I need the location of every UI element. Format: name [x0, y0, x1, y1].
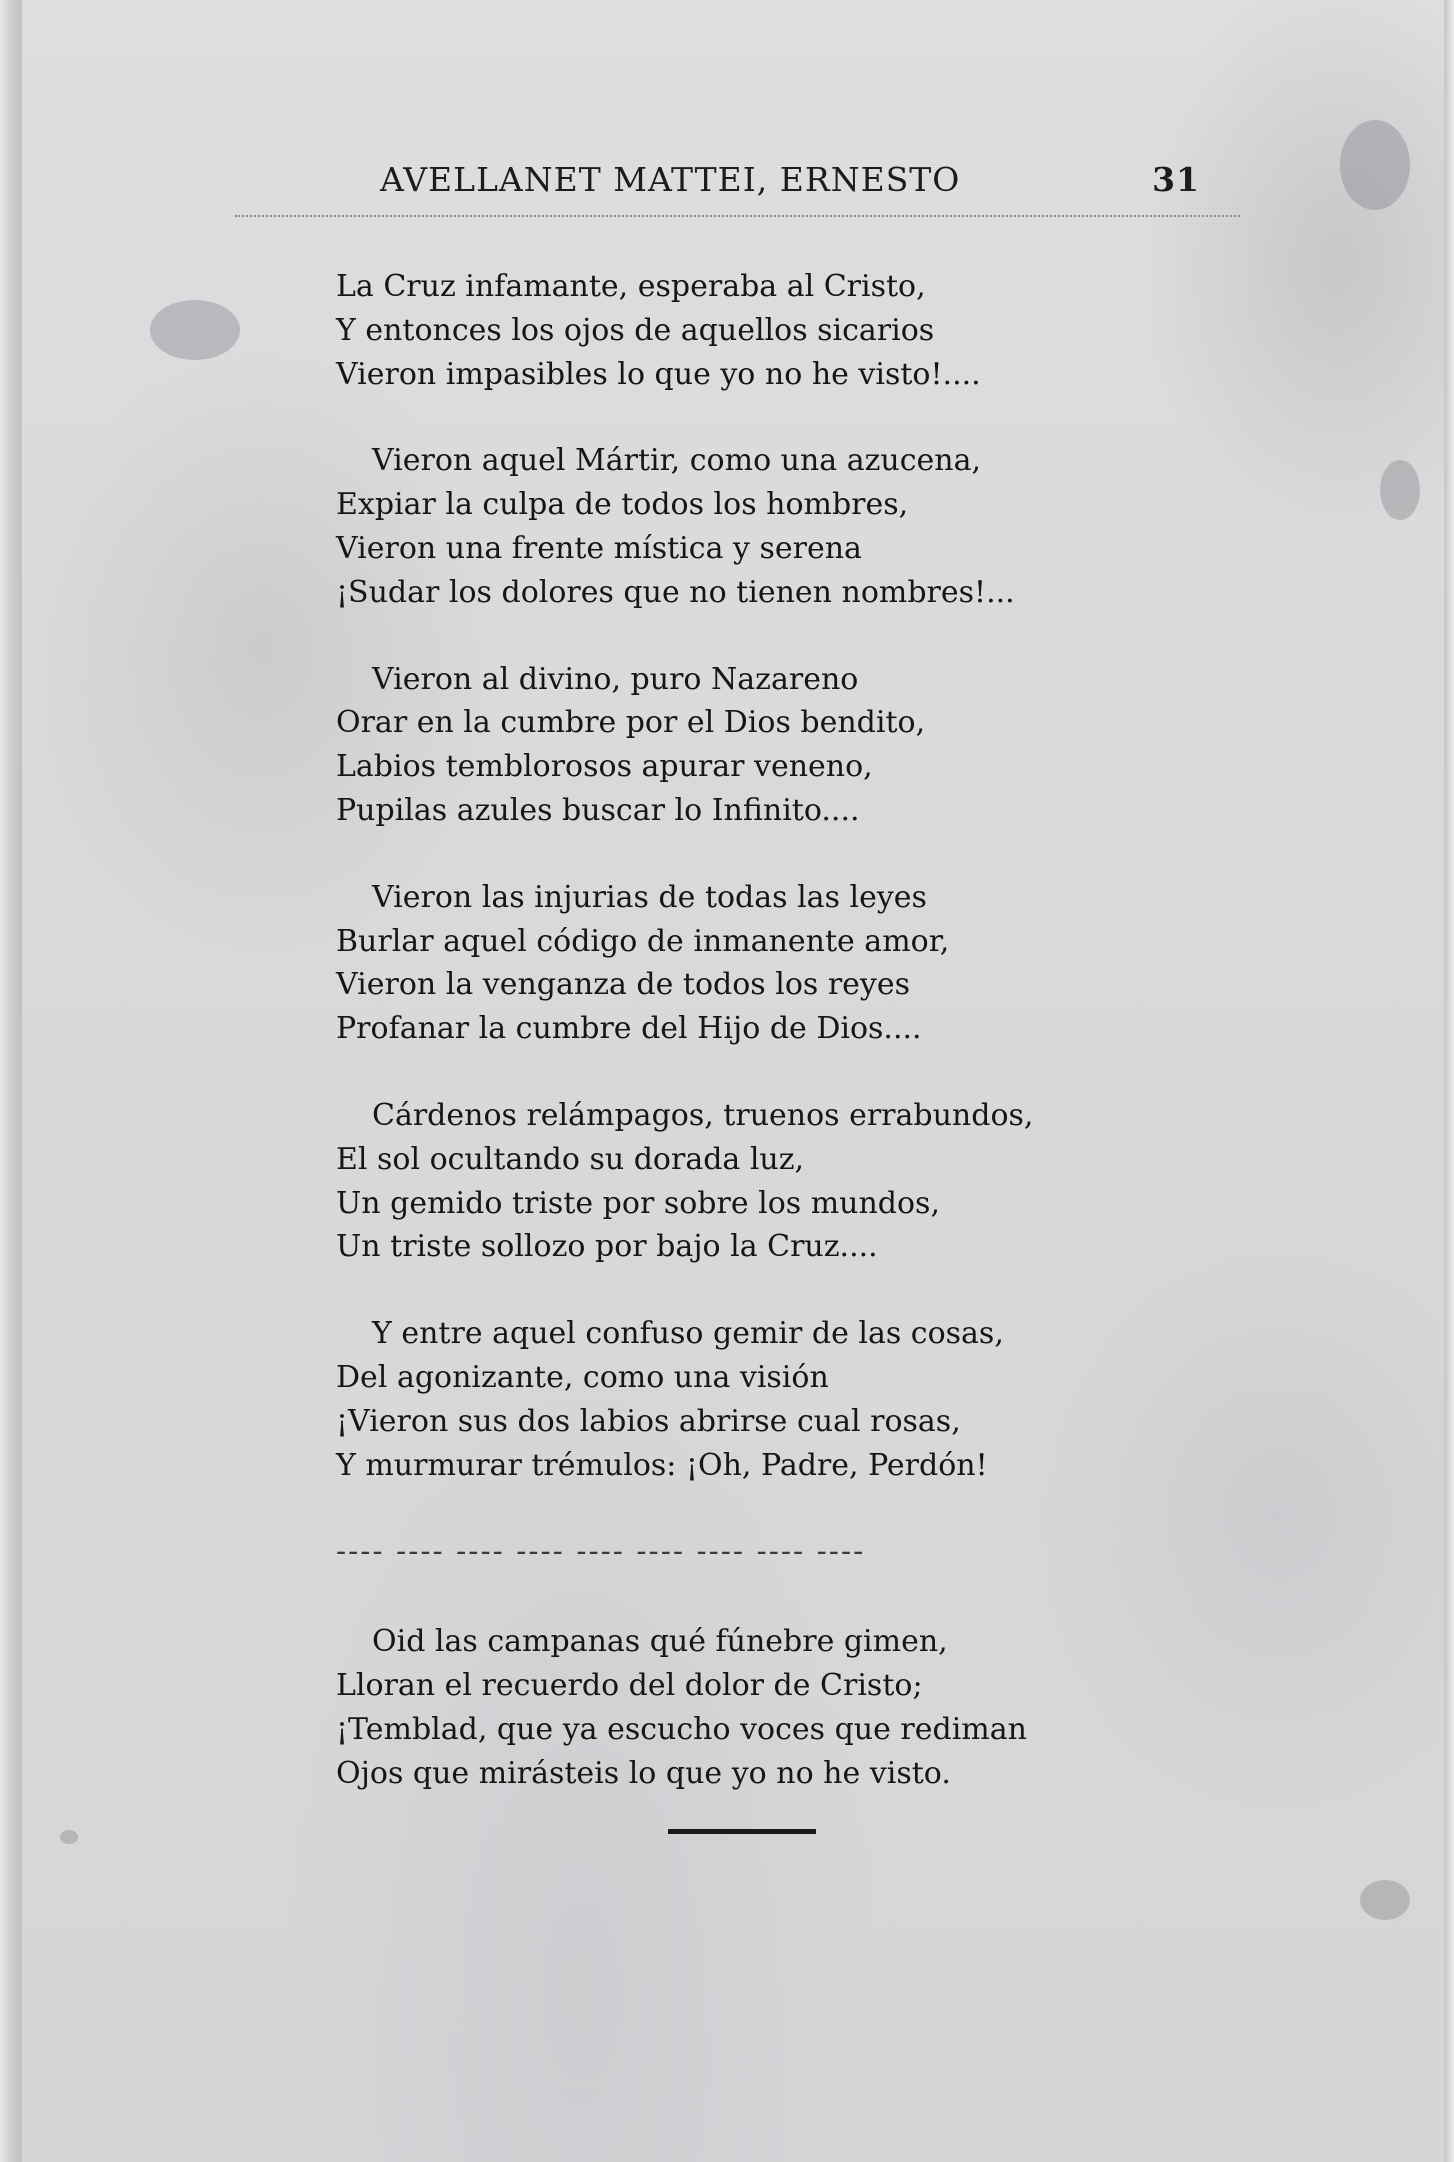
- paper-stain: [60, 1830, 78, 1844]
- paper-stain: [1340, 120, 1410, 210]
- poem-body: [336, 265, 1236, 1838]
- verse-line: Profanar la cumbre del Hijo de Dios....: [336, 1011, 922, 1047]
- page-right-edge: [1444, 0, 1454, 2162]
- verse-line: ¡Vieron sus dos labios abrirse cual rosas,: [336, 1403, 961, 1439]
- running-header: [380, 160, 1200, 210]
- verse-line: Un triste sollozo por bajo la Cruz....: [336, 1229, 878, 1265]
- verse-line: Y entonces los ojos de aquellos sicarios: [336, 312, 935, 348]
- end-of-poem-rule: [668, 1829, 816, 1834]
- verse-line: Burlar aquel código de inmanente amor,: [336, 923, 950, 959]
- stanza-3: [336, 658, 1236, 833]
- verse-line: Y murmurar trémulos: ¡Oh, Padre, Perdón!: [336, 1447, 988, 1483]
- verse-line: Vieron impasibles lo que yo no he visto!....: [336, 356, 981, 392]
- header-rule: [235, 215, 1240, 217]
- verse-line: Cárdenos relámpagos, truenos errabundos,: [372, 1097, 1034, 1133]
- page-left-edge: [0, 0, 22, 2162]
- verse-line: Vieron al divino, puro Nazareno: [372, 661, 859, 697]
- paper-stain: [150, 300, 240, 360]
- verse-line: Labios temblorosos apurar veneno,: [336, 749, 873, 785]
- stanza-5: [336, 1094, 1236, 1269]
- stanza-4: [336, 876, 1236, 1051]
- verse-line: ¡Sudar los dolores que no tienen nombres!...: [336, 574, 1015, 610]
- verse-line: Vieron la venganza de todos los reyes: [336, 967, 911, 1003]
- stanza-6: [336, 1312, 1236, 1487]
- verse-line: Y entre aquel confuso gemir de las cosas,: [372, 1316, 1004, 1352]
- verse-line: La Cruz infamante, esperaba al Cristo,: [336, 269, 926, 304]
- verse-line: Vieron aquel Mártir, como una azucena,: [372, 443, 982, 479]
- verse-line: Un gemido triste por sobre los mundos,: [336, 1185, 940, 1221]
- verse-line: Vieron las injurias de todas las leyes: [372, 879, 927, 915]
- verse-line: Orar en la cumbre por el Dios bendito,: [336, 705, 926, 741]
- stanza-2: [336, 439, 1236, 614]
- verse-line: Del agonizante, como una visión: [336, 1359, 829, 1395]
- verse-line: ¡Temblad, que ya escucho voces que rediman: [336, 1711, 1027, 1747]
- paper-stain: [1360, 1880, 1410, 1920]
- verse-line: Oid las campanas qué fúnebre gimen,: [372, 1624, 948, 1660]
- section-separator: ---- ---- ---- ---- ---- ---- ---- ---- ----: [336, 1534, 866, 1570]
- verse-line: El sol ocultando su dorada luz,: [336, 1141, 805, 1177]
- verse-line: Expiar la culpa de todos los hombres,: [336, 487, 909, 523]
- stanza-final: [336, 1620, 1236, 1795]
- verse-line: Ojos que mirásteis lo que yo no he visto.: [336, 1755, 951, 1791]
- paper-stain: [1380, 460, 1420, 520]
- page-number: 31: [1152, 160, 1200, 199]
- verse-line: Pupilas azules buscar lo Infinito....: [336, 792, 860, 828]
- verse-line: Vieron una frente mística y serena: [336, 530, 862, 566]
- header-title: AVELLANET MATTEI, ERNESTO: [380, 160, 961, 199]
- stanza-1: [336, 265, 1236, 396]
- verse-line: Lloran el recuerdo del dolor de Cristo;: [336, 1667, 923, 1703]
